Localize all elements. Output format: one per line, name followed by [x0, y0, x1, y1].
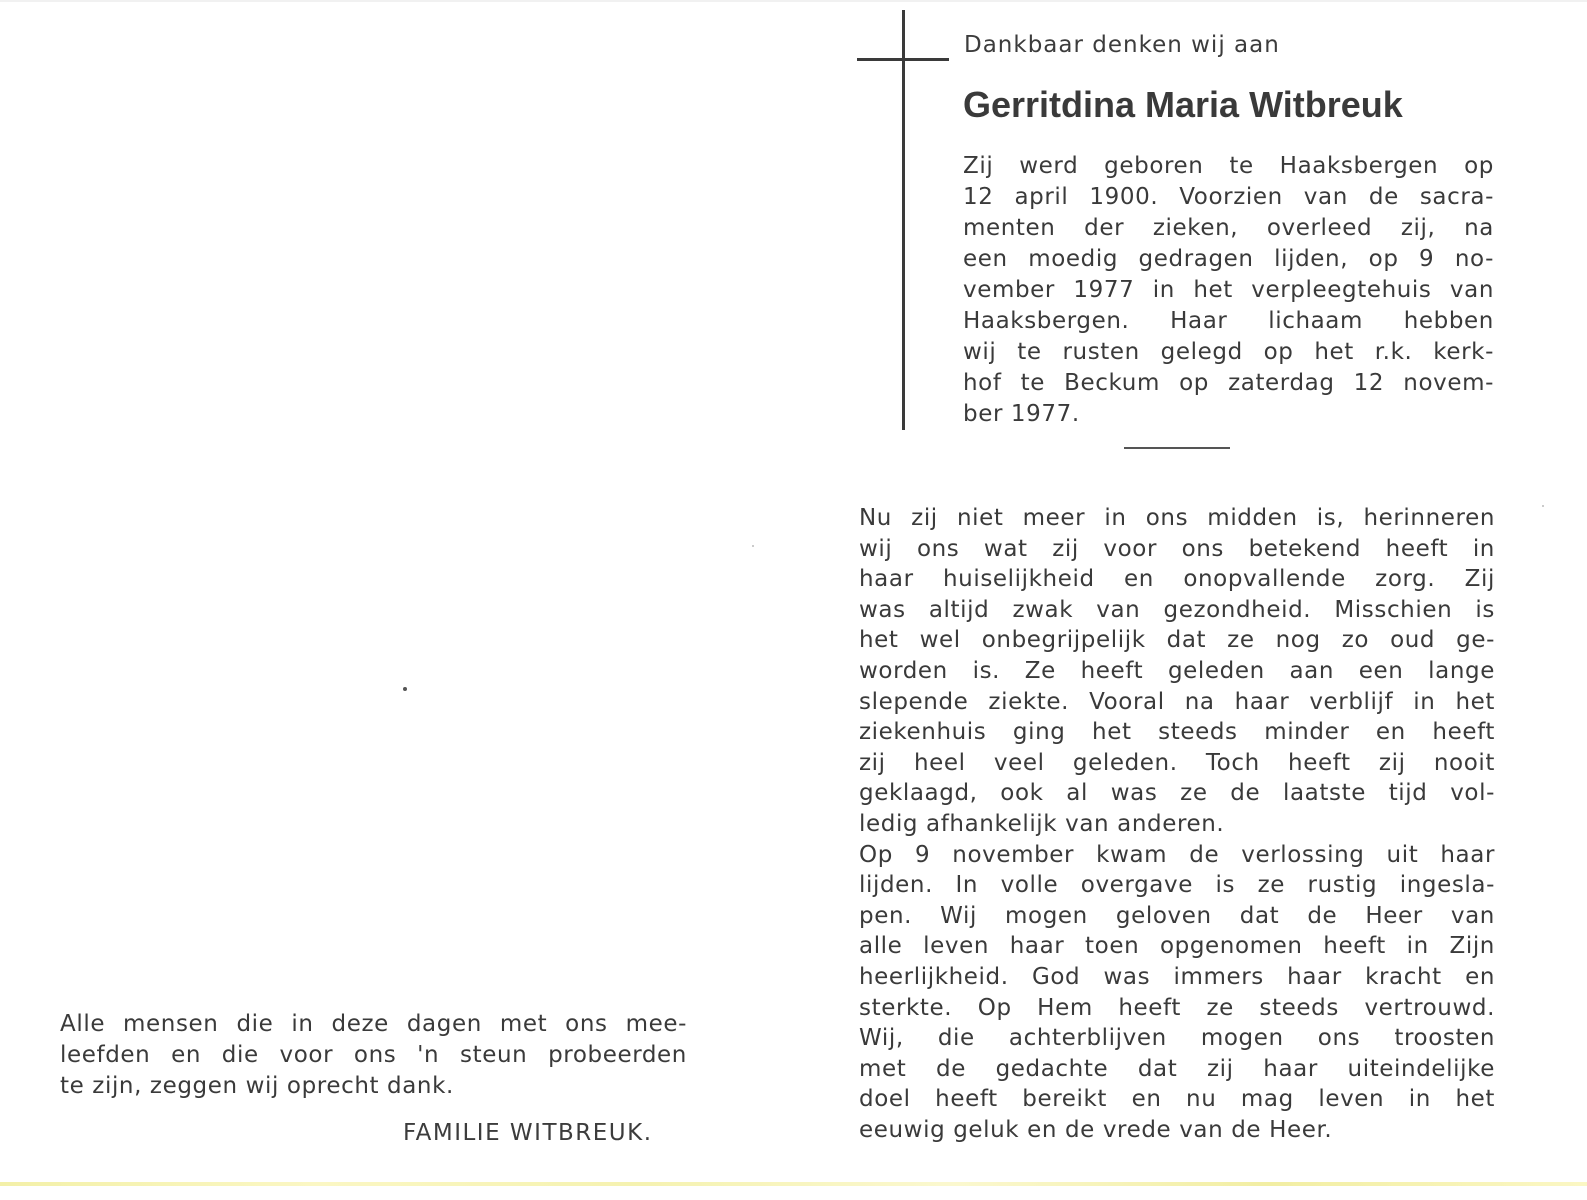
reflection-line: heerlijkheid. God was immers haar kracht en	[859, 964, 1495, 990]
cross-horizontal-bar	[857, 58, 949, 61]
thanks-line: Alle mensen die in deze dagen met ons mee-	[60, 1011, 687, 1037]
reflection-line: slepende ziekte. Vooral na haar verblijf in het	[859, 688, 1495, 715]
bio-line: hof te Beckum op zaterdag 12 novem-	[963, 370, 1494, 396]
reflection-line: pen. Wij mogen geloven dat de Heer van	[859, 902, 1495, 929]
thanks-line: te zijn, zeggen wij oprecht dank.	[60, 1073, 454, 1099]
print-speck	[752, 545, 754, 547]
bio-line: vember 1977 in het verpleegtehuis van	[963, 277, 1494, 303]
reflection-line: het wel onbegrijpelijk dat ze nog zo oud ge-	[859, 627, 1495, 654]
reflection-line: wij ons wat zij voor ons betekend heeft in	[859, 535, 1495, 562]
bio-line: menten der zieken, overleed zij, na	[963, 215, 1494, 241]
print-speck	[403, 687, 407, 691]
reflection-line: eeuwig geluk en de vrede van de Heer.	[859, 1117, 1333, 1143]
thanks-block	[60, 1011, 687, 1106]
print-speck	[1542, 505, 1544, 507]
bio-line: ber 1977.	[963, 401, 1080, 427]
reflection-line: met de gedachte dat zij haar uiteindelijke	[859, 1055, 1495, 1082]
bio-line: 12 april 1900. Voorzien van de sacra-	[963, 184, 1494, 210]
reflection-line: ziekenhuis ging het steeds minder en heeft	[859, 719, 1495, 746]
reflection-line: geklaagd, ook al was ze de laatste tijd vol-	[859, 780, 1495, 807]
intro-line: Dankbaar denken wij aan	[964, 32, 1280, 58]
separator-line	[1124, 447, 1230, 449]
reflection-line: worden is. Ze heeft geleden aan een lange	[859, 658, 1495, 684]
reflection-line: doel heeft bereikt en nu mag leven in het	[859, 1086, 1495, 1113]
reflection-line: Op 9 november kwam de verlossing uit haar	[859, 841, 1495, 868]
reflection-line: ledig afhankelijk van anderen.	[859, 811, 1225, 837]
reflection-line: zij heel veel geleden. Toch heeft zij nooit	[859, 749, 1495, 776]
bottom-edge-tint	[0, 1182, 1587, 1186]
reflection-line: alle leven haar toen opgenomen heeft in Zijn	[859, 933, 1495, 960]
deceased-name: Gerritdina Maria Witbreuk	[963, 84, 1403, 125]
reflection-line: was altijd zwak van gezondheid. Misschien is	[859, 596, 1495, 623]
reflection-line: haar huiselijkheid en onopvallende zorg. Zij	[859, 566, 1495, 593]
thanks-line: leefden en die voor ons 'n steun probeerden	[60, 1042, 687, 1068]
bio-line: Zij werd geboren te Haaksbergen op	[963, 153, 1494, 179]
reflection-line: lijden. In volle overgave is ze rustig ingesla-	[859, 872, 1495, 899]
family-signature: FAMILIE WITBREUK.	[403, 1120, 653, 1146]
top-edge	[0, 0, 1587, 2]
cross-vertical-bar	[902, 10, 905, 430]
bio-line: Haaksbergen. Haar lichaam hebben	[963, 308, 1494, 334]
reflection-block	[859, 505, 1495, 1145]
reflection-line: sterkte. Op Hem heeft ze steeds vertrouwd.	[859, 994, 1495, 1021]
bio-line: een moedig gedragen lijden, op 9 no-	[963, 246, 1494, 272]
bio-line: wij te rusten gelegd op het r.k. kerk-	[963, 339, 1494, 365]
reflection-line: Nu zij niet meer in ons midden is, herinneren	[859, 505, 1495, 531]
biography-block	[963, 153, 1494, 435]
reflection-line: Wij, die achterblijven mogen ons troosten	[859, 1025, 1495, 1052]
